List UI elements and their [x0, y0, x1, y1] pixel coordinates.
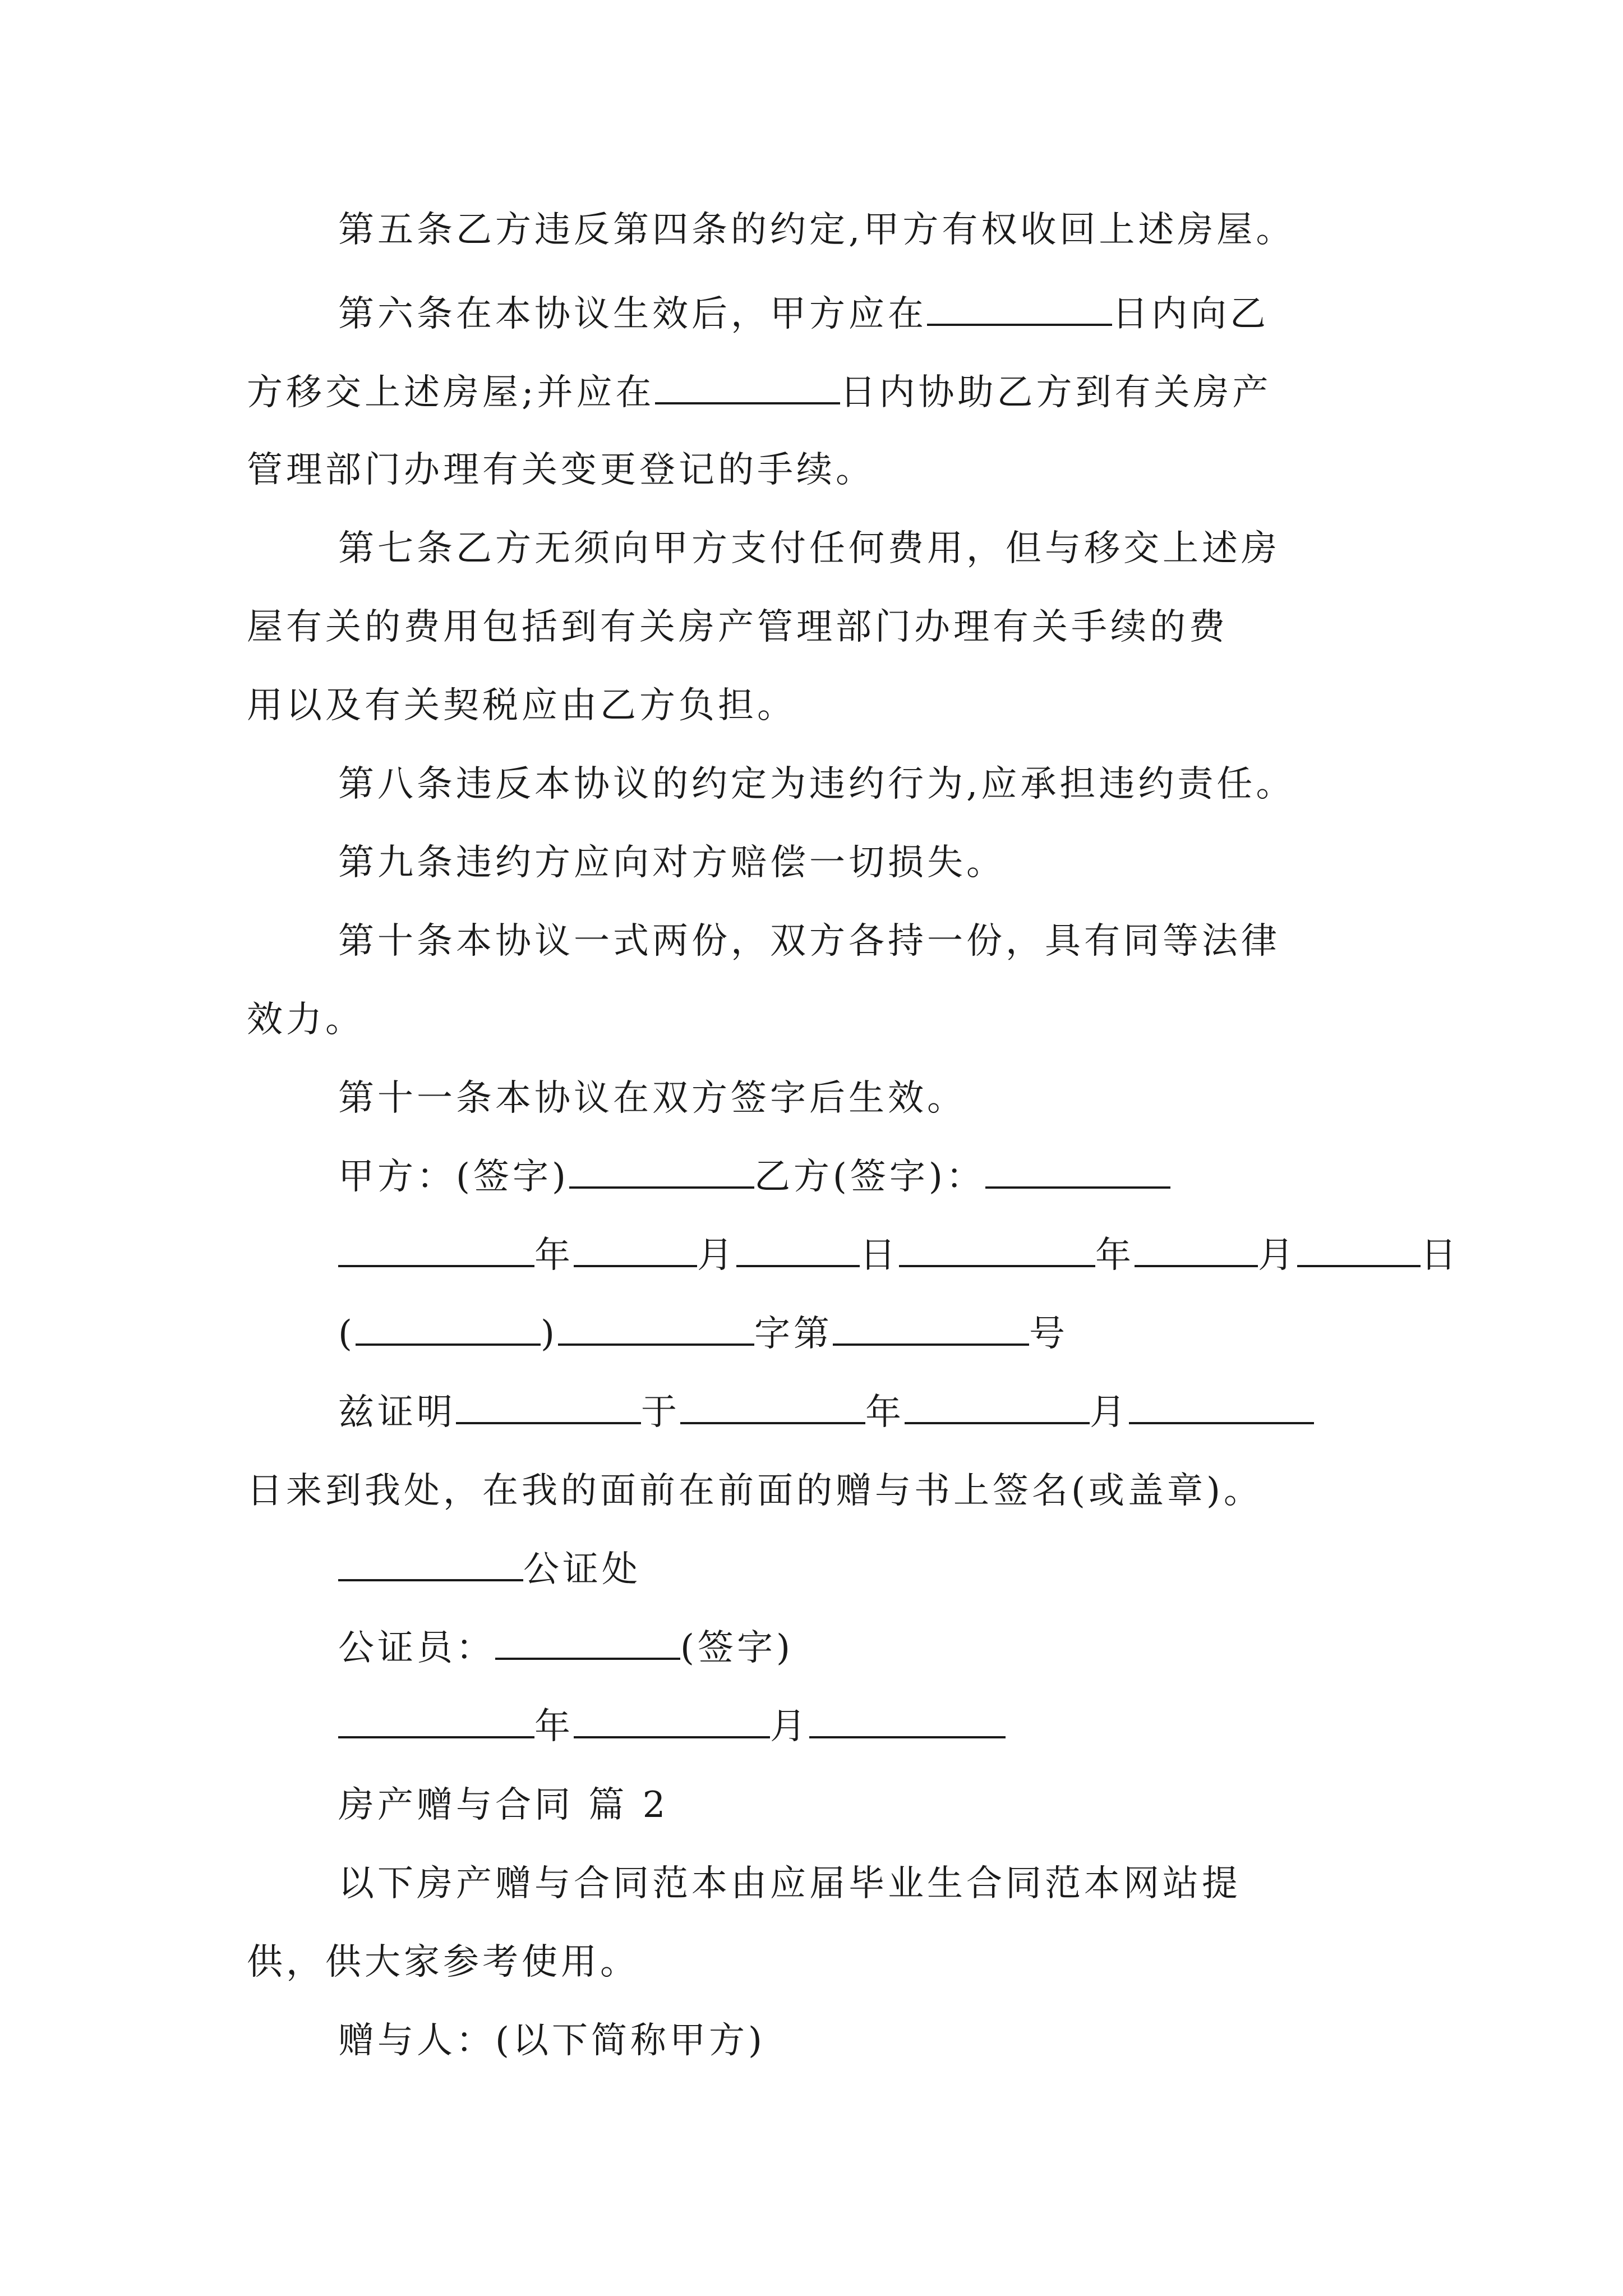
donor-line [0, 2014, 1623, 2068]
certification-text: 日来到我处，在我的面前在前面的赠与书上签名(或盖章)。 [247, 1470, 1263, 1512]
article-6-line-3 [0, 443, 1623, 497]
party-b-signature-label: 乙方(签字)： [754, 1156, 985, 1198]
blank-notary-word [558, 1311, 754, 1346]
article-6-line-1 [0, 287, 1623, 341]
notary-officer-label: 公证员： [338, 1627, 495, 1669]
notary-officer-line [0, 1621, 1623, 1675]
intro-text-b: 供，供大家参考使用。 [247, 1941, 639, 1983]
blank-party-a-signature [569, 1154, 754, 1189]
section-heading-text: 房产赠与合同 篇 2 [338, 1784, 669, 1826]
article-10-line-2 [0, 993, 1623, 1047]
notary-date-line [0, 1700, 1623, 1754]
zi-di-label: 字第 [754, 1313, 833, 1355]
certify-label: 兹证明 [338, 1392, 456, 1433]
article-11-text: 第十一条本协议在双方签字后生效。 [338, 1078, 966, 1119]
donor-text: 赠与人：(以下简称甲方) [338, 2020, 766, 2062]
article-5-text: 第五条乙方违反第四条的约定,甲方有权收回上述房屋。 [338, 209, 1295, 251]
article-9-text: 第九条违约方应向对方赔偿一切损失。 [338, 842, 1006, 884]
article-9 [0, 836, 1623, 890]
blank-cert-day [1129, 1389, 1314, 1424]
day-label-b: 日 [1421, 1235, 1460, 1276]
open-paren: ( [338, 1313, 356, 1355]
signing-dates-line [0, 1228, 1623, 1282]
article-6-text-a: 第六条在本协议生效后，甲方应在 [338, 293, 927, 335]
section-heading [0, 1778, 1623, 1832]
blank-days-registration [655, 370, 840, 404]
blank-day-b [1297, 1232, 1421, 1267]
article-10-line-1 [0, 914, 1623, 968]
article-11 [0, 1071, 1623, 1125]
yu-label: 于 [641, 1392, 680, 1433]
article-6-line-2 [0, 366, 1623, 420]
notary-number-line [0, 1307, 1623, 1361]
notary-month-label: 月 [770, 1706, 809, 1747]
blank-notary-prefix [356, 1311, 541, 1346]
blank-notary-number [833, 1311, 1029, 1346]
article-7-line-2 [0, 600, 1623, 654]
blank-certified-person [456, 1389, 641, 1424]
notary-office-label: 公证处 [523, 1549, 641, 1590]
intro-line-1 [0, 1857, 1623, 1911]
article-6-text-b: 日内向乙 [1112, 293, 1269, 335]
year-label-a: 年 [534, 1235, 574, 1276]
blank-day-a [736, 1232, 860, 1267]
article-7-text-a: 第七条乙方无须向甲方支付任何费用，但与移交上述房 [338, 528, 1280, 569]
month-label-a: 月 [697, 1235, 736, 1276]
intro-text-a: 以下房产赠与合同范本由应届毕业生合同范本网站提 [338, 1863, 1241, 1904]
signature-line [0, 1150, 1623, 1204]
blank-notary-office [338, 1547, 523, 1581]
blank-year-a [338, 1232, 534, 1267]
cert-year-label: 年 [865, 1392, 905, 1433]
day-label-a: 日 [860, 1235, 899, 1276]
blank-cert-month [905, 1389, 1090, 1424]
blank-notary-day [809, 1704, 1006, 1738]
notary-office-line [0, 1543, 1623, 1596]
blank-notary-year [338, 1704, 534, 1738]
certification-line-2 [0, 1464, 1623, 1518]
year-label-b: 年 [1095, 1235, 1135, 1276]
article-10-text-b: 效力。 [247, 999, 365, 1041]
notary-year-label: 年 [534, 1706, 574, 1747]
blank-notary-month [574, 1704, 770, 1738]
article-7-text-c: 用以及有关契税应由乙方负担。 [247, 685, 796, 726]
article-7-line-1 [0, 522, 1623, 576]
article-7-line-3 [0, 679, 1623, 733]
certification-line-1 [0, 1386, 1623, 1439]
article-8 [0, 757, 1623, 811]
article-5 [0, 203, 1623, 257]
close-paren: ) [540, 1313, 558, 1355]
hao-label: 号 [1029, 1313, 1068, 1355]
notary-sign-label: (签字) [680, 1627, 794, 1669]
blank-days-handover [927, 291, 1112, 326]
blank-year-b [899, 1232, 1095, 1267]
article-6-text-c: 方移交上述房屋;并应在 [247, 372, 655, 413]
blank-month-b [1135, 1232, 1258, 1267]
article-6-text-d: 日内协助乙方到有关房产 [840, 372, 1272, 413]
blank-month-a [574, 1232, 697, 1267]
article-6-text-e: 管理部门办理有关变更登记的手续。 [247, 449, 875, 491]
blank-party-b-signature [985, 1154, 1170, 1189]
month-label-b: 月 [1258, 1235, 1297, 1276]
article-8-text: 第八条违反本协议的约定为违约行为,应承担违约责任。 [338, 763, 1295, 805]
article-10-text-a: 第十条本协议一式两份，双方各持一份，具有同等法律 [338, 921, 1280, 962]
article-7-text-b: 屋有关的费用包括到有关房产管理部门办理有关手续的费 [247, 606, 1228, 648]
intro-line-2 [0, 1935, 1623, 1989]
blank-notary-officer [495, 1625, 680, 1660]
cert-month-label: 月 [1090, 1392, 1129, 1433]
blank-cert-year [680, 1389, 865, 1424]
party-a-signature-label: 甲方：(签字) [338, 1156, 569, 1198]
